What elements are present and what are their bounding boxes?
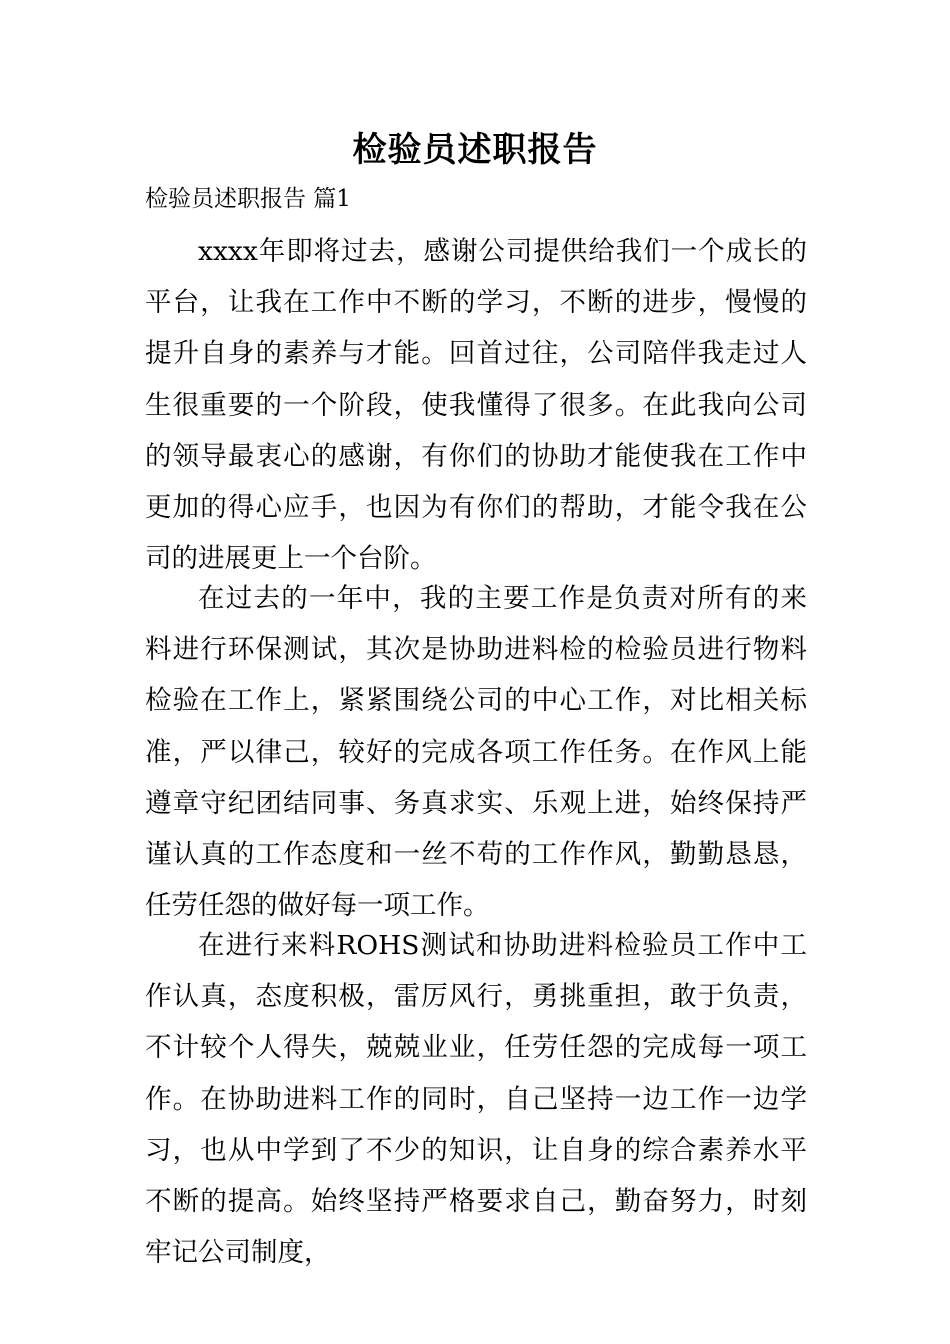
document-subtitle: 检验员述职报告 篇1 — [145, 186, 351, 212]
paragraph-2: 在过去的一年中，我的主要工作是负责对所有的来料进行环保测试，其次是协助进料检的检验员进行物料检验在工作上，紧紧围绕公司的中心工作，对比相关标准，严以律己，较好的完成各项工作任务。在作风上能遵章守纪团结同事、务真求实、乐观上进，始终保持严谨认真的工作态度和一丝不苟的工作作风，勤勤恳恳，任劳任怨的做好每一项工作。 — [145, 583, 807, 922]
paragraph-1: xxxx年即将过去，感谢公司提供给我们一个成长的平台，让我在工作中不断的学习，不断的进步，慢慢的提升自身的素养与才能。回首过往，公司陪伴我走过人生很重要的一个阶段，使我懂得了很多。在此我向公司的领导最衷心的感谢，有你们的协助才能使我在工作中更加的得心应手，也因为有你们的帮助，才能令我在公司的进展更上一个台阶。 — [145, 236, 807, 575]
document-title: 检验员述职报告 — [352, 130, 598, 170]
paragraph-3: 在进行来料ROHS测试和协助进料检验员工作中工作认真，态度积极，雷厉风行，勇挑重担，敢于负责，不计较个人得失，兢兢业业，任劳任怨的完成每一项工作。在协助进料工作的同时，自己坚持一边工作一边学习，也从中学到了不少的知识，让自身的综合素养水平不断的提高。始终坚持严格要求自己，勤奋努力，时刻牢记公司制度， — [145, 930, 807, 1269]
